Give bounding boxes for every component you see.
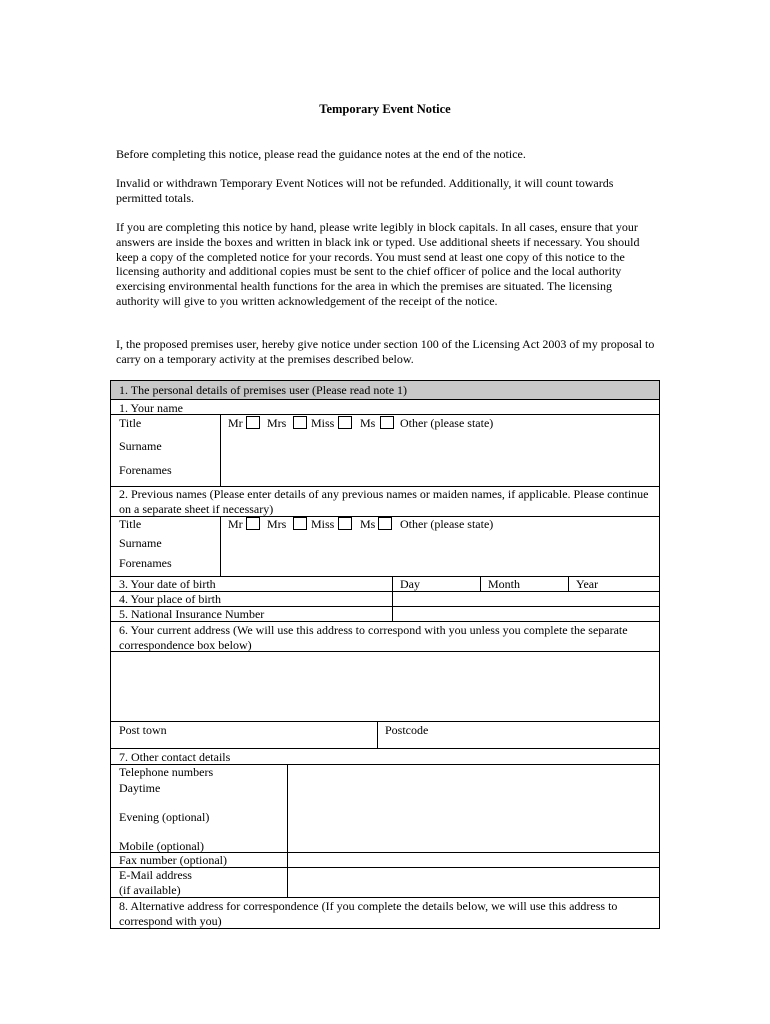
document-title: Temporary Event Notice (319, 102, 451, 116)
fax-label: Fax number (optional) (119, 853, 227, 867)
prev-mrs-checkbox[interactable] (293, 517, 307, 530)
place-of-birth-label: 4. Your place of birth (119, 592, 221, 606)
premises-user-form (110, 380, 660, 929)
prev-ms-checkbox[interactable] (378, 517, 392, 530)
email-if-available-label: (if available) (119, 883, 181, 897)
dob-year-label: Year (576, 577, 599, 591)
intro-paragraph-4: I, the proposed premises user, hereby give notice under section 100 of the Licensing Act 2003 of my proposal to carry on a temporary activity at the premises described below. (116, 337, 655, 366)
prev-ms-label: Ms (360, 517, 376, 531)
your-name-label: 1. Your name (119, 401, 184, 415)
miss-label: Miss (311, 416, 335, 430)
intro-paragraph-2: Invalid or withdrawn Temporary Event Notices will not be refunded. Additionally, it will count towards permitted totals. (116, 176, 614, 205)
prev-other-title-label: Other (please state) (400, 517, 494, 531)
prev-title-label: Title (119, 517, 142, 531)
title-label: Title (119, 416, 142, 430)
current-address-label: 6. Your current address (We will use this address to correspond with you unless you complete the separate correspondence box below) (119, 623, 628, 652)
surname-label: Surname (119, 439, 162, 453)
prev-surname-label: Surname (119, 536, 162, 550)
postcode-label: Postcode (385, 723, 429, 737)
evening-label: Evening (optional) (119, 810, 210, 824)
previous-names-label: 2. Previous names (Please enter details of any previous names or maiden names, if applicable. Please continue on a separate sheet if necessary) (119, 487, 649, 516)
daytime-label: Daytime (119, 781, 161, 795)
mrs-checkbox[interactable] (293, 416, 307, 429)
dob-label: 3. Your date of birth (119, 577, 216, 591)
ni-number-label: 5. National Insurance Number (119, 607, 265, 621)
mr-checkbox[interactable] (246, 416, 260, 429)
other-contact-label: 7. Other contact details (119, 750, 231, 764)
other-title-label: Other (please state) (400, 416, 494, 430)
prev-mrs-label: Mrs (267, 517, 287, 531)
intro-paragraph-3: If you are completing this notice by hand, please write legibly in block capitals. In all cases, ensure that your answers are inside the boxes and written in black ink or typed. Use additional sheets if necessary. You should keep a copy of the completed notice for your records. You must send at least one copy of this notice to the licensing authority and additional copies must be sent to the chief officer of police and the local authority exercising environmental health functions for the area in which the premises are situated. The licensing authority will give to you written acknowledgement of the receipt of the notice. (116, 220, 640, 308)
intro-paragraph-1: Before completing this notice, please read the guidance notes at the end of the notice. (116, 147, 526, 161)
ms-label: Ms (360, 416, 376, 430)
prev-forenames-label: Forenames (119, 556, 172, 570)
telephone-numbers-label: Telephone numbers (119, 765, 214, 779)
section1-header: 1. The personal details of premises user (Please read note 1) (119, 383, 408, 397)
mr-label: Mr (228, 416, 243, 430)
dob-month-label: Month (488, 577, 521, 591)
mobile-label: Mobile (optional) (119, 839, 204, 853)
prev-mr-label: Mr (228, 517, 243, 531)
prev-miss-checkbox[interactable] (338, 517, 352, 530)
forenames-label: Forenames (119, 463, 172, 477)
dob-day-label: Day (400, 577, 420, 591)
prev-mr-checkbox[interactable] (246, 517, 260, 530)
mrs-label: Mrs (267, 416, 287, 430)
prev-miss-label: Miss (311, 517, 335, 531)
post-town-label: Post town (119, 723, 167, 737)
miss-checkbox[interactable] (338, 416, 352, 429)
alt-address-label: 8. Alternative address for correspondence (If you complete the details below, we will use this address to correspond with you) (119, 899, 618, 928)
email-label: E-Mail address (119, 868, 192, 882)
ms-checkbox[interactable] (380, 416, 394, 429)
